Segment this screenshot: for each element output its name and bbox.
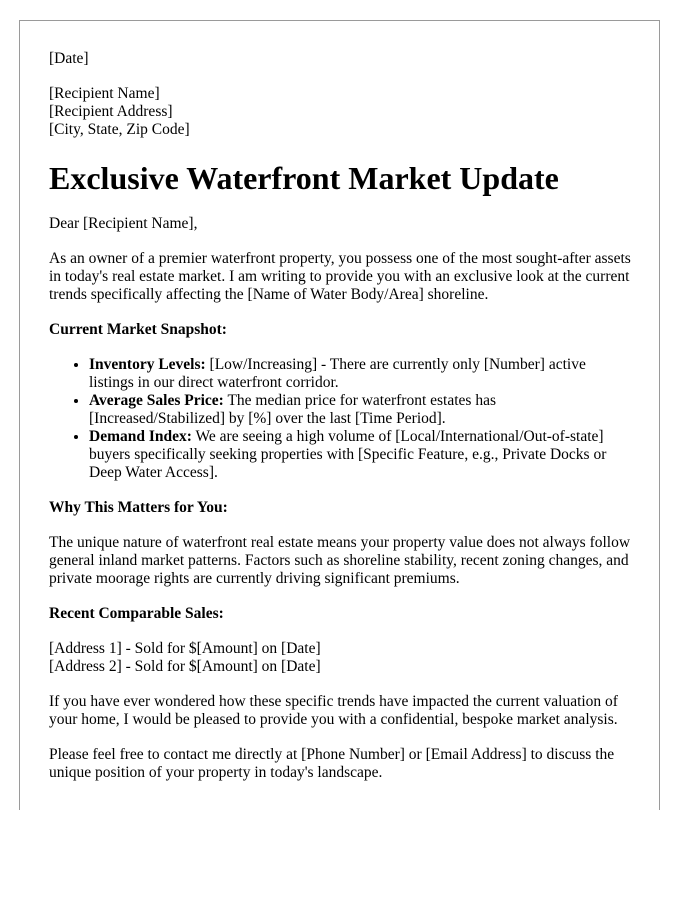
snapshot-item-text: The median price for waterfront estates has [Increased/Stabilized] by [%] over the last [Time Period].: [89, 392, 497, 427]
snapshot-item-text: [Low/Increasing] - There are currently only [Number] active listings in our direct waterfront corridor.: [89, 356, 586, 391]
snapshot-item-label: Demand Index:: [89, 428, 192, 445]
letter-title: Exclusive Waterfront Market Update: [49, 160, 559, 196]
list-item: [89, 392, 633, 428]
why-paragraph: The unique nature of waterfront real estate means your property value does not always follow general inland market patterns. Factors such as shoreline stability, recent zoning changes, and private moorage rights are currently driving significant premiums.: [49, 534, 631, 587]
snapshot-item-label: Inventory Levels:: [89, 356, 206, 373]
offer-paragraph: If you have ever wondered how these specific trends have impacted the current valuation of your home, I would be pleased to provide you with a confidential, bespoke market analysis.: [49, 693, 618, 728]
comparables-heading: Recent Comparable Sales:: [49, 605, 224, 622]
recipient-address-block: [49, 85, 633, 139]
snapshot-item-label: Average Sales Price:: [89, 392, 224, 409]
snapshot-item-text: We are seeing a high volume of [Local/International/Out-of-state] buyers specifically seeking properties with [Specific Feature, e.g., Private Docks or Deep Water Access].: [89, 428, 607, 481]
letter-page: [19, 20, 660, 810]
list-item: [89, 356, 633, 392]
comparable-sale: [Address 1] - Sold for $[Amount] on [Date]: [49, 640, 321, 657]
contact-paragraph: Please feel free to contact me directly at [Phone Number] or [Email Address] to discuss the unique position of your property in today's landscape.: [49, 746, 615, 781]
recipient-name: [Recipient Name]: [49, 85, 160, 102]
comparables-list: [49, 640, 633, 676]
intro-paragraph: As an owner of a premier waterfront property, you possess one of the most sought-after assets in today's real estate market. I am writing to provide you with an exclusive look at the current trends specifically affecting the [Name of Water Body/Area] shoreline.: [49, 250, 631, 303]
why-heading: Why This Matters for You:: [49, 499, 228, 516]
recipient-address: [Recipient Address]: [49, 103, 173, 120]
snapshot-heading: Current Market Snapshot:: [49, 321, 227, 338]
snapshot-list: [49, 356, 633, 482]
recipient-city-state-zip: [City, State, Zip Code]: [49, 121, 190, 138]
list-item: [89, 428, 633, 482]
comparable-sale: [Address 2] - Sold for $[Amount] on [Date]: [49, 658, 321, 675]
salutation: Dear [Recipient Name],: [49, 215, 198, 232]
letter-date: [Date]: [49, 50, 89, 67]
